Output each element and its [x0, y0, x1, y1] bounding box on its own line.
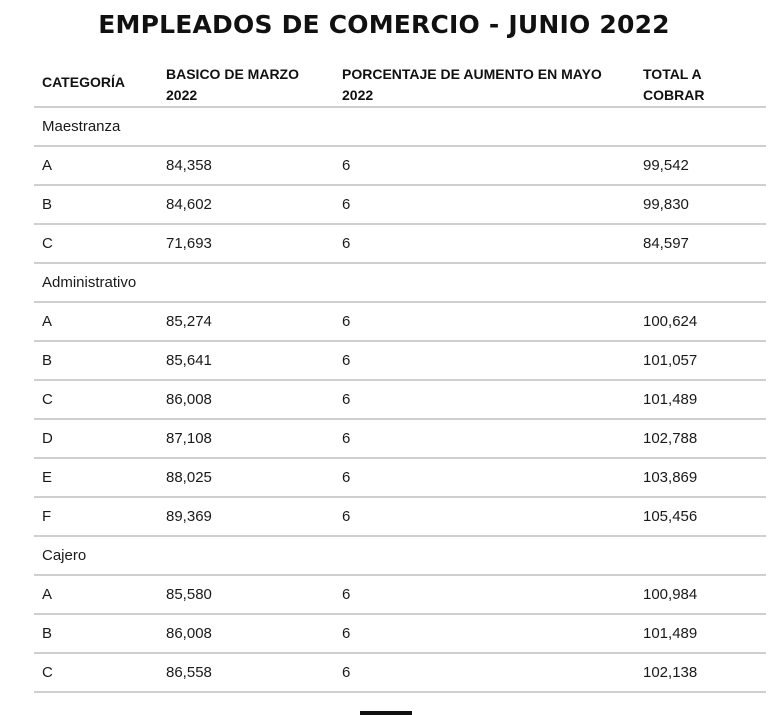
table-body [34, 107, 766, 692]
basico-cell: 86,558 [158, 653, 334, 692]
categoria-cell: F [34, 497, 158, 536]
table-row [34, 185, 766, 224]
column-header-total: TOTAL A COBRAR [635, 58, 766, 107]
basico-cell: 85,580 [158, 575, 334, 614]
total-cell: 99,830 [635, 185, 766, 224]
total-cell: 102,788 [635, 419, 766, 458]
table-row [34, 224, 766, 263]
basico-cell: 84,358 [158, 146, 334, 185]
table-group-row [34, 263, 766, 302]
table-row [34, 380, 766, 419]
column-header-basico: BASICO DE MARZO 2022 [158, 58, 334, 107]
total-cell: 102,138 [635, 653, 766, 692]
column-header-porcentaje: PORCENTAJE DE AUMENTO EN MAYO 2022 [334, 58, 635, 107]
categoria-cell: B [34, 185, 158, 224]
table-row [34, 458, 766, 497]
table-row [34, 419, 766, 458]
table-row [34, 575, 766, 614]
basico-cell: 86,008 [158, 380, 334, 419]
basico-cell: 88,025 [158, 458, 334, 497]
porcentaje-cell: 6 [334, 653, 635, 692]
table-row [34, 146, 766, 185]
total-cell: 101,489 [635, 614, 766, 653]
categoria-cell: D [34, 419, 158, 458]
porcentaje-cell: 6 [334, 380, 635, 419]
basico-cell: 85,641 [158, 341, 334, 380]
categoria-cell: A [34, 146, 158, 185]
table-row [34, 302, 766, 341]
porcentaje-cell: 6 [334, 497, 635, 536]
basico-cell: 89,369 [158, 497, 334, 536]
bottom-scroll-indicator [360, 711, 412, 715]
basico-cell: 84,602 [158, 185, 334, 224]
table-row [34, 341, 766, 380]
total-cell: 103,869 [635, 458, 766, 497]
table-header-row [34, 58, 766, 107]
total-cell: 101,057 [635, 341, 766, 380]
page-title: EMPLEADOS DE COMERCIO - JUNIO 2022 [98, 10, 670, 39]
table-row [34, 614, 766, 653]
table-group-row [34, 107, 766, 146]
categoria-cell: B [34, 614, 158, 653]
total-cell: 84,597 [635, 224, 766, 263]
porcentaje-cell: 6 [334, 614, 635, 653]
porcentaje-cell: 6 [334, 341, 635, 380]
porcentaje-cell: 6 [334, 146, 635, 185]
categoria-cell: C [34, 224, 158, 263]
total-cell: 100,624 [635, 302, 766, 341]
porcentaje-cell: 6 [334, 458, 635, 497]
total-cell: 101,489 [635, 380, 766, 419]
table-group-row [34, 536, 766, 575]
total-cell: 105,456 [635, 497, 766, 536]
categoria-cell: C [34, 380, 158, 419]
table-row [34, 497, 766, 536]
salary-table [34, 58, 766, 693]
porcentaje-cell: 6 [334, 185, 635, 224]
group-label: Maestranza [34, 107, 766, 146]
categoria-cell: B [34, 341, 158, 380]
total-cell: 99,542 [635, 146, 766, 185]
porcentaje-cell: 6 [334, 224, 635, 263]
basico-cell: 86,008 [158, 614, 334, 653]
group-label: Cajero [34, 536, 766, 575]
group-label: Administrativo [34, 263, 766, 302]
porcentaje-cell: 6 [334, 419, 635, 458]
basico-cell: 71,693 [158, 224, 334, 263]
basico-cell: 85,274 [158, 302, 334, 341]
column-header-categoria: CATEGORÍA [34, 58, 158, 107]
porcentaje-cell: 6 [334, 302, 635, 341]
table-row [34, 653, 766, 692]
categoria-cell: C [34, 653, 158, 692]
basico-cell: 87,108 [158, 419, 334, 458]
categoria-cell: A [34, 575, 158, 614]
categoria-cell: E [34, 458, 158, 497]
total-cell: 100,984 [635, 575, 766, 614]
categoria-cell: A [34, 302, 158, 341]
porcentaje-cell: 6 [334, 575, 635, 614]
